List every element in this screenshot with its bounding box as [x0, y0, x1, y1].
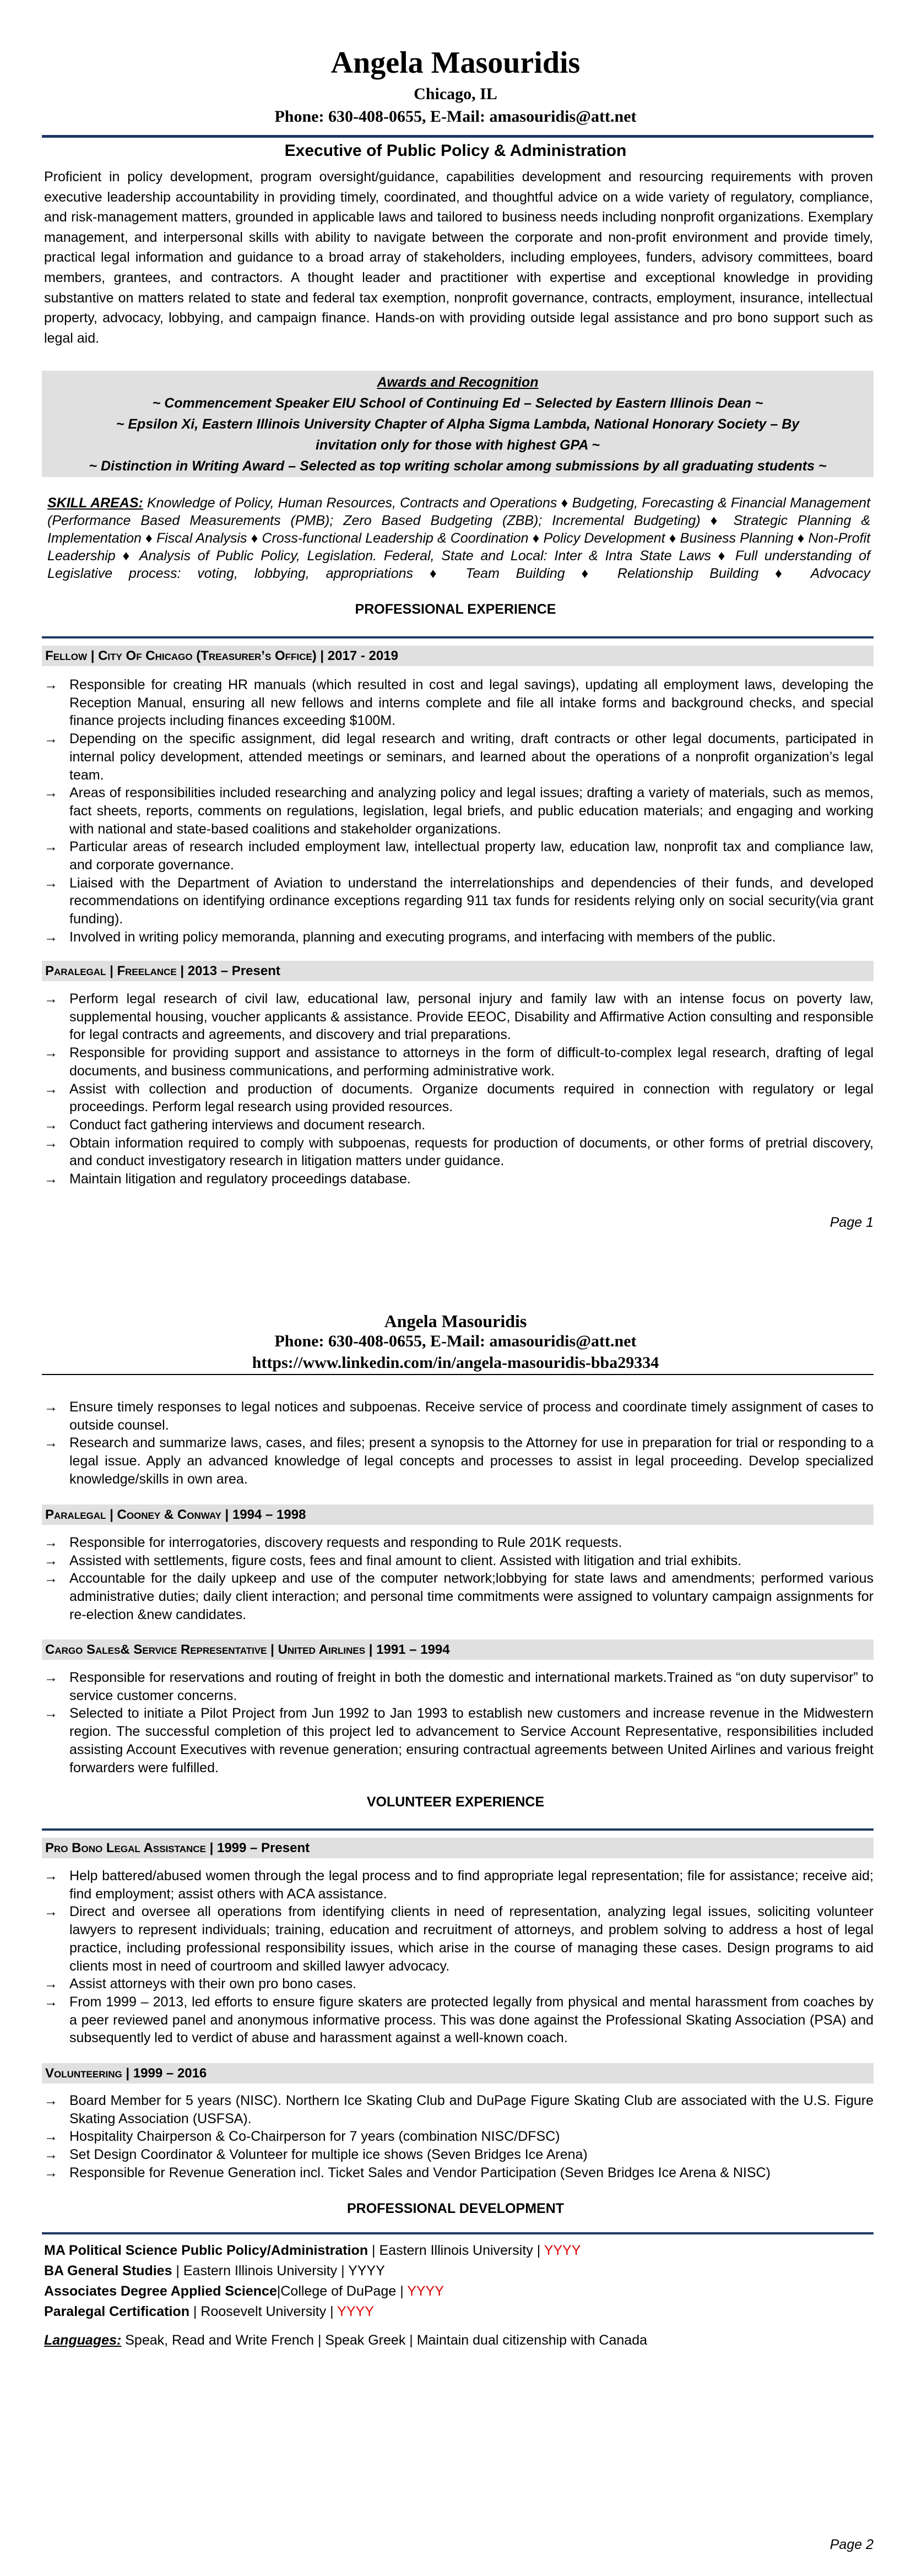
- award-item: ~ Epsilon Xi, Eastern Illinois University Chapter of Alpha Sigma Lambda, National Honorary Society – By invitation only for those with highest GPA ~: [116, 416, 800, 453]
- section-heading-experience: PROFESSIONAL EXPERIENCE: [355, 602, 556, 617]
- bullet-text: Particular areas of research included employment law, intellectual property law, education law, nonprofit tax and compliance law, and corporate governance.: [69, 839, 874, 873]
- bullet-text: Liaised with the Department of Aviation to understand the interrelationships and dependencies of their funds, and developed recommendations on identifying ordinance exceptions regarding 911 tax funds for residents relying only on social security(via grant funding).: [69, 875, 874, 927]
- bullet-text: Responsible for creating HR manuals (which resulted in cost and legal savings), updating all employment laws, developing the Reception Manual, ensuring all new fellows and interns complete and file all intake forms and background checks, and special finance projects including finances exceeding $100M.: [69, 677, 874, 729]
- section-divider: [42, 636, 874, 638]
- education-separator: |: [337, 2263, 349, 2279]
- arrow-bullet-icon: →: [44, 2147, 58, 2163]
- skill-item: Non-Profit Leadership: [47, 531, 871, 564]
- bullet-text: Assist with collection and production of documents. Organize documents required in connection with regulatory or legal proceedings. Perform legal research using provided resources.: [69, 1081, 874, 1115]
- bullet-text: Hospitality Chairperson & Co-Chairperson for 7 years (combination NISC/DFSC): [69, 2129, 560, 2145]
- diamond-separator-icon: ♦: [718, 548, 729, 564]
- job-title: Fellow | City Of Chicago (Treasurer’s Office) |: [45, 648, 324, 663]
- job-title: Paralegal | Freelance |: [45, 964, 185, 978]
- skill-item: Cross-functional Leadership & Coordination: [262, 531, 529, 546]
- volunteer-title: Volunteering |: [45, 2066, 130, 2081]
- awards-section: [42, 371, 874, 477]
- education-item: [44, 2261, 581, 2281]
- bullet-text: Assisted with settlements, figure costs, fees and final amount to client. Assisted with litigation and trial exhibits.: [69, 1552, 742, 1568]
- skill-item: Analysis of Public Policy, Legislation. Federal, State and Local: Inter & Intra State Laws: [139, 548, 711, 564]
- bullet-text: Responsible for Revenue Generation incl. Ticket Sales and Vendor Participation (Seven Bridges Ice Arena & NISC): [69, 2164, 771, 2180]
- bullet-text: From 1999 – 2013, led efforts to ensure figure skaters are protected legally from physical and mental harassment from coaches by a peer reviewed panel and anonymous informative process. This was done against the Professional Skating Association (PSA) and subsequently led to verdict of abuse and harassment against a well-known coach.: [69, 1994, 874, 2046]
- job-title: Paralegal | Cooney & Conway |: [45, 1507, 229, 1522]
- job-header: [42, 1639, 874, 1660]
- bullet-text: Responsible for providing support and assistance to attorneys in the form of difficult-to-complex legal research, drafting of legal documents, and business communications, and performing administrative work.: [69, 1045, 874, 1079]
- volunteer-dates: 1999 – Present: [213, 1841, 310, 1855]
- bullet-item: [44, 990, 874, 1044]
- skill-areas-list: [47, 495, 870, 581]
- bullet-text: Board Member for 5 years (NISC). Northern Ice Skating Club and DuPage Figure Skating Club are associated with the U.S. Figure Skating Association (USFSA).: [69, 2093, 874, 2126]
- bullet-item: [44, 1534, 874, 1552]
- professional-summary: Proficient in policy development, program oversight/guidance, capabilities development and resourcing requirements with proven executive leadership accountability in providing timely, coordinated, and thoughtful advice on a wide variety of regulatory, compliance, and risk-management matters, grounded in applicable laws and tailored to business needs including nonprofit organizations. Exemplary management, and interpersonal skills with ability to navigate between the corporate and non-profit environment and provide timely, practical legal information and guidance to a broad array of stakeholders, including employees, funders, advisory committees, board members, grantees, and contractors. A thought leader and practitioner with expertise and exceptional knowledge in providing substantive on matters related to state and federal tax exemption, nonprofit governance, contracts, employment, insurance, intellectual property, advocacy, lobbying, and campaign finance. Hands-on with providing outside legal assistance and pro bono support such as legal aid.: [44, 169, 873, 346]
- languages: [44, 2333, 647, 2348]
- bullet-text: Selected to initiate a Pilot Project from Jun 1992 to Jan 1993 to establish new customers and increase revenue in the Midwestern region. The successful completion of this project led to advancement to Service Account Representative, responsibilities included assisting Account Executives with revenue generation; ensuring contractual agreements between United Airlines and various freight forwarders were fulfilled.: [69, 1706, 874, 1776]
- section-divider: [42, 2232, 874, 2234]
- diamond-separator-icon: ♦: [122, 548, 133, 564]
- bullet-item: [44, 784, 874, 838]
- header-divider: [42, 1374, 874, 1375]
- bullet-item: [44, 874, 874, 928]
- diamond-separator-icon: ♦: [581, 566, 601, 581]
- bullet-text: Areas of responsibilities included researching and analyzing policy and legal issues; drafting a variety of materials, such as memos, fact sheets, reports, comments on regulations, legislation, legal briefs, and public education materials; and engaging and working with national and state-based coalitions and stakeholder organizations.: [69, 785, 874, 837]
- skill-item: Policy Development: [543, 531, 665, 546]
- education-degree: BA General Studies: [44, 2263, 172, 2279]
- arrow-bullet-icon: →: [44, 875, 58, 891]
- location: Chicago, IL: [414, 85, 497, 103]
- bullet-item: [44, 1704, 874, 1777]
- arrow-bullet-icon: →: [44, 1868, 58, 1884]
- volunteer-header: [42, 1838, 874, 1858]
- skill-item: Relationship Building: [617, 566, 759, 581]
- page-number: Page 1: [829, 1215, 874, 1230]
- arrow-bullet-icon: →: [44, 1435, 58, 1451]
- section-heading-development: PROFESSIONAL DEVELOPMENT: [346, 2201, 565, 2216]
- arrow-bullet-icon: →: [44, 2129, 58, 2145]
- arrow-bullet-icon: →: [44, 839, 58, 855]
- bullet-text: Responsible for interrogatories, discovery requests and responding to Rule 201K requests.: [69, 1535, 622, 1550]
- bullet-text: Obtain information required to comply with subpoenas, requests for production of documents, or other forms of pretrial discovery, and conduct investigatory research in litigation matters under guidance.: [69, 1135, 874, 1169]
- bullet-text: Depending on the specific assignment, did legal research and writing, draft contracts or other legal documents, participated in internal policy development, attended meetings or seminars, and learned about the operations of a nonprofit organization’s legal team.: [69, 731, 874, 783]
- arrow-bullet-icon: →: [44, 1994, 58, 2010]
- education-school: Roosevelt University: [200, 2304, 327, 2319]
- skill-item: Strategic Planning & Implementation: [47, 513, 870, 546]
- education-year: YYYY: [407, 2283, 444, 2299]
- education-separator: |: [533, 2243, 544, 2258]
- award-item: ~ Commencement Speaker EIU School of Continuing Ed – Selected by Eastern Illinois Dean ~: [152, 396, 763, 411]
- bullet-text: Accountable for the daily upkeep and use of the computer network;lobbying for state laws and amendments; performed various administrative duties; daily client interaction; and personal time commitments were assigned to voluntary campaign assignments for re-election &new candidates.: [69, 1571, 874, 1622]
- bullet-text: Set Design Coordinator & Volunteer for multiple ice shows (Seven Bridges Ice Arena): [69, 2147, 588, 2163]
- education-year: YYYY: [348, 2263, 385, 2279]
- arrow-bullet-icon: →: [44, 1535, 58, 1550]
- job-dates: 2013 – Present: [184, 964, 280, 978]
- skill-item: Full understanding of Legislative process: voting, lobbying, appropriations: [47, 548, 870, 581]
- arrow-bullet-icon: →: [44, 677, 58, 692]
- arrow-bullet-icon: →: [44, 1976, 58, 1992]
- bullet-text: Involved in writing policy memoranda, planning and executing programs, and interfacing with members of the public.: [69, 929, 776, 945]
- bullet-item: [44, 1570, 874, 1623]
- arrow-bullet-icon: →: [44, 1081, 58, 1097]
- job-dates: 2017 - 2019: [324, 648, 398, 663]
- diamond-separator-icon: ♦: [561, 495, 568, 511]
- education-separator: |: [326, 2304, 338, 2319]
- bullet-text: Perform legal research of civil law, educational law, personal injury and family law with an intense focus on poverty law, supplemental housing, voucher applicants & assistance. Provide EEOC, Disability and Affirmative Action consulting and responsible for legal contracts and agreements, and discovery and trial preparations.: [69, 991, 874, 1043]
- bullet-text: Research and summarize laws, cases, and files; present a synopsis to the Attorney for use in preparation for trial or responding to a legal issue. Apply an advanced knowledge of legal concepts and processes to assist in legal proceeding. Develop specialized knowledge/skills in own area.: [69, 1435, 874, 1487]
- skill-areas: [47, 494, 870, 582]
- education-item: [44, 2241, 581, 2261]
- diamond-separator-icon: ♦: [669, 531, 676, 546]
- education-item: [44, 2302, 581, 2322]
- education-year: YYYY: [337, 2304, 374, 2319]
- linkedin-url[interactable]: https://www.linkedin.com/in/angela-masouridis-bba29334: [252, 1354, 659, 1372]
- education-school: Eastern Illinois University: [379, 2243, 533, 2258]
- languages-label: Languages:: [44, 2333, 122, 2348]
- bullet-item: [44, 676, 874, 730]
- award-item: ~ Distinction in Writing Award – Selected as top writing scholar among submissions by all graduating students ~: [89, 458, 827, 474]
- bullet-item: [44, 730, 874, 784]
- bullet-item: [44, 1080, 874, 1116]
- bullet-item: [44, 1669, 874, 1704]
- bullet-item: [44, 1975, 874, 1993]
- bullet-item: [44, 838, 874, 874]
- job-bullets: [44, 1534, 874, 1624]
- languages-text: Speak, Read and Write French | Speak Greek | Maintain dual citizenship with Canada: [121, 2333, 647, 2348]
- arrow-bullet-icon: →: [44, 2093, 58, 2108]
- job-bullets: [44, 1669, 874, 1777]
- education-school: College of DuPage: [280, 2283, 397, 2299]
- bullet-item: [44, 1398, 874, 1434]
- awards-title: Awards and Recognition: [377, 375, 539, 390]
- arrow-bullet-icon: →: [44, 2164, 58, 2180]
- education-school: Eastern Illinois University: [183, 2263, 338, 2279]
- section-divider: [42, 1828, 874, 1831]
- job-bullets: [44, 990, 874, 1188]
- education-year: YYYY: [544, 2243, 581, 2258]
- bullet-item: [44, 1134, 874, 1170]
- candidate-name: Angela Masouridis: [384, 1311, 527, 1331]
- job-bullets: [44, 676, 874, 946]
- bullet-item: [44, 928, 874, 946]
- job-dates: 1994 – 1998: [229, 1507, 306, 1522]
- diamond-separator-icon: ♦: [775, 566, 795, 581]
- bullet-item: [44, 1434, 874, 1488]
- job-header: [42, 961, 874, 981]
- volunteer-dates: 1999 – 2016: [129, 2066, 207, 2081]
- bullet-item: [44, 2164, 874, 2182]
- job-header: [42, 1505, 874, 1525]
- header-divider: [42, 135, 874, 138]
- headline: Executive of Public Policy & Administration: [284, 142, 627, 160]
- skill-item: Team Building: [465, 566, 565, 581]
- arrow-bullet-icon: →: [44, 929, 58, 945]
- bullet-item: [44, 1993, 874, 2047]
- skill-item: Advocacy: [810, 566, 870, 581]
- education-degree: Associates Degree Applied Science: [44, 2283, 277, 2299]
- page-number: Page 2: [829, 2537, 874, 2552]
- bullet-text: Responsible for reservations and routing of freight in both the domestic and international markets.Trained as “on duty supervisor” to service customer concerns.: [69, 1670, 874, 1703]
- volunteer-title: Pro Bono Legal Assistance |: [45, 1841, 214, 1855]
- bullet-item: [44, 1552, 874, 1570]
- bullet-text: Conduct fact gathering interviews and document research.: [69, 1117, 426, 1133]
- arrow-bullet-icon: →: [44, 1670, 58, 1685]
- arrow-bullet-icon: →: [44, 1706, 58, 1722]
- diamond-separator-icon: ♦: [429, 566, 449, 581]
- bullet-text: Maintain litigation and regulatory proceedings database.: [69, 1171, 411, 1187]
- skill-item: Fiscal Analysis: [156, 531, 247, 546]
- job-bullets-continued: [44, 1398, 874, 1489]
- education-separator: |: [368, 2243, 379, 2258]
- contact-info: Phone: 630-408-0655, E-Mail: amasouridis@att.net: [274, 1332, 637, 1350]
- arrow-bullet-icon: →: [44, 1552, 58, 1568]
- education-separator: |: [396, 2283, 408, 2299]
- bullet-item: [44, 1867, 874, 1903]
- arrow-bullet-icon: →: [44, 1571, 58, 1587]
- volunteer-bullets: [44, 2092, 874, 2182]
- diamond-separator-icon: ♦: [532, 531, 540, 546]
- education-separator: |: [276, 2283, 281, 2299]
- diamond-separator-icon: ♦: [710, 513, 724, 528]
- arrow-bullet-icon: →: [44, 1904, 58, 1920]
- contact-info: Phone: 630-408-0655, E-Mail: amasouridis@att.net: [274, 107, 637, 126]
- skill-item: Knowledge of Policy, Human Resources, Contracts and Operations: [147, 495, 557, 511]
- education-list: [44, 2241, 581, 2322]
- arrow-bullet-icon: →: [44, 1135, 58, 1151]
- bullet-item: [44, 1044, 874, 1080]
- arrow-bullet-icon: →: [44, 731, 58, 747]
- bullet-text: Ensure timely responses to legal notices and subpoenas. Receive service of process and coordinate timely assignment of cases to outside counsel.: [69, 1399, 874, 1433]
- bullet-text: Direct and oversee all operations from identifying clients in need of representation, analyzing legal issues, soliciting volunteer lawyers to represent individuals; training, education and recruitment of attorneys, and problem solving to address a host of legal practice, including professional responsibility issues, which arise in the course of managing these cases. Design programs to aid clients most in need of courtroom and skilled lawyer advocacy.: [69, 1904, 874, 1974]
- volunteer-header: [42, 2063, 874, 2083]
- arrow-bullet-icon: →: [44, 991, 58, 1006]
- skill-item: Business Planning: [680, 531, 794, 546]
- arrow-bullet-icon: →: [44, 1117, 58, 1133]
- job-title: Cargo Sales& Service Representative | United Airlines |: [45, 1642, 373, 1657]
- bullet-item: [44, 2146, 874, 2164]
- job-header: [42, 646, 874, 666]
- section-heading-volunteer: VOLUNTEER EXPERIENCE: [366, 1794, 545, 1810]
- bullet-item: [44, 2128, 874, 2146]
- education-separator: |: [189, 2304, 201, 2319]
- bullet-item: [44, 1170, 874, 1188]
- bullet-item: [44, 2092, 874, 2128]
- education-separator: |: [172, 2263, 183, 2279]
- education-degree: MA Political Science Public Policy/Administration: [44, 2243, 368, 2258]
- arrow-bullet-icon: →: [44, 785, 58, 801]
- skill-item: Budgeting, Forecasting & Financial Management (Performance Based Measurements (PMB); Zero Based Budgeting (ZBB); Incremental Budgeting): [47, 495, 871, 528]
- diamond-separator-icon: ♦: [797, 531, 805, 546]
- education-degree: Paralegal Certification: [44, 2304, 189, 2319]
- candidate-name: Angela Masouridis: [330, 46, 581, 80]
- education-item: [44, 2281, 581, 2302]
- bullet-text: Assist attorneys with their own pro bono cases.: [69, 1976, 357, 1992]
- arrow-bullet-icon: →: [44, 1399, 58, 1415]
- diamond-separator-icon: ♦: [251, 531, 258, 546]
- job-dates: 1991 – 1994: [372, 1642, 450, 1657]
- diamond-separator-icon: ♦: [145, 531, 153, 546]
- bullet-item: [44, 1903, 874, 1975]
- arrow-bullet-icon: →: [44, 1171, 58, 1187]
- volunteer-bullets: [44, 1867, 874, 2047]
- skill-areas-label: SKILL AREAS:: [47, 495, 143, 511]
- bullet-item: [44, 1116, 874, 1134]
- bullet-text: Help battered/abused women through the legal process and to find appropriate legal representation; file for assistance; receive aid; find employment; assist others with ACA assistance.: [69, 1868, 874, 1902]
- arrow-bullet-icon: →: [44, 1045, 58, 1061]
